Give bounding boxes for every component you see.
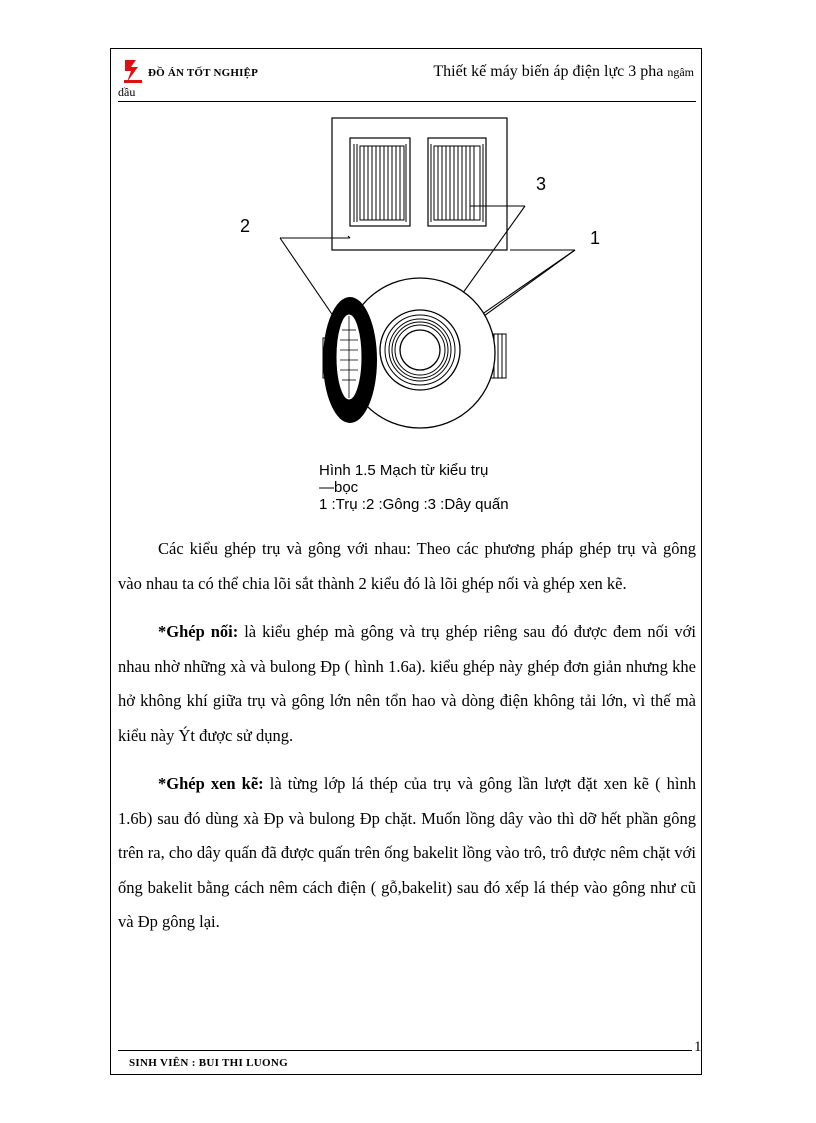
left-winding-block — [350, 138, 410, 226]
student-name: SINH VIÊN : BUI THI LUONG — [129, 1057, 288, 1069]
school-logo-icon — [122, 58, 144, 84]
footer-divider — [118, 1050, 692, 1051]
paragraph-3-heading: *Ghép xen kẽ: — [158, 774, 264, 793]
caption-line-3: 1 :Trụ :2 :Gông :3 :Dây quấn — [319, 496, 509, 513]
header-right-main: Thiết kế máy biến áp điện lực 3 pha — [433, 63, 664, 80]
paragraph-3-text: là từng lớp lá thép của trụ và gông lần lượt đặt xen kẽ ( hình 1.6b) sau đó dùng xà Đp và bulong Đp chặt. Muốn lồng dây vào thì dỡ hết phần gông trên ra, cho dây quấn đã được quấn trên ống bakelit lồng vào trô, trô được nêm chặt với ống bakelit bằng cách nêm cách điện ( gỗ,bakelit) sau đó xếp lá thép vào gông như cũ và Đp gông lại. — [118, 774, 696, 931]
paragraph-3 — [118, 767, 696, 940]
label-1: 1 — [590, 228, 601, 248]
page-header — [118, 58, 696, 102]
header-wrap-text: dầu — [118, 85, 136, 99]
body-text — [118, 532, 696, 954]
header-right-title — [433, 63, 694, 81]
header-left-title: ĐỒ ÁN TỐT NGHIỆP — [148, 67, 259, 79]
paragraph-2-heading: *Ghép nối: — [158, 622, 239, 641]
center-winding — [380, 310, 460, 390]
page-number: 1 — [694, 1039, 702, 1055]
header-divider — [118, 101, 696, 102]
paragraph-2 — [118, 615, 696, 753]
header-right-suffix: ngâm — [667, 65, 694, 79]
label-3: 3 — [536, 174, 547, 194]
figure-caption — [319, 462, 509, 513]
paragraph-1: Các kiểu ghép trụ và gông với nhau: Theo các phương pháp ghép trụ và gông vào nhau ta có thể chia lõi sắt thành 2 kiểu đó là lõi ghép nối và ghép xen kẽ. — [118, 539, 696, 593]
paragraph-2-text: là kiểu ghép mà gông và trụ ghép riêng sau đó được đem nối với nhau nhờ những xà và bulong Đp ( hình 1.6a). kiểu ghép này ghép đơn giản nhưng khe hở không khí giữa trụ và gông lớn nên tổn hao và dòng điện không tải lớn, vì thế mà kiểu này Ýt được sử dụng. — [118, 622, 696, 745]
label-2: 2 — [240, 216, 251, 236]
caption-line-1: Hình 1.5 Mạch từ kiểu trụ — [319, 462, 489, 479]
core-diagram — [230, 110, 610, 440]
caption-line-2: —bọc — [319, 479, 359, 496]
right-winding-block — [428, 138, 486, 226]
